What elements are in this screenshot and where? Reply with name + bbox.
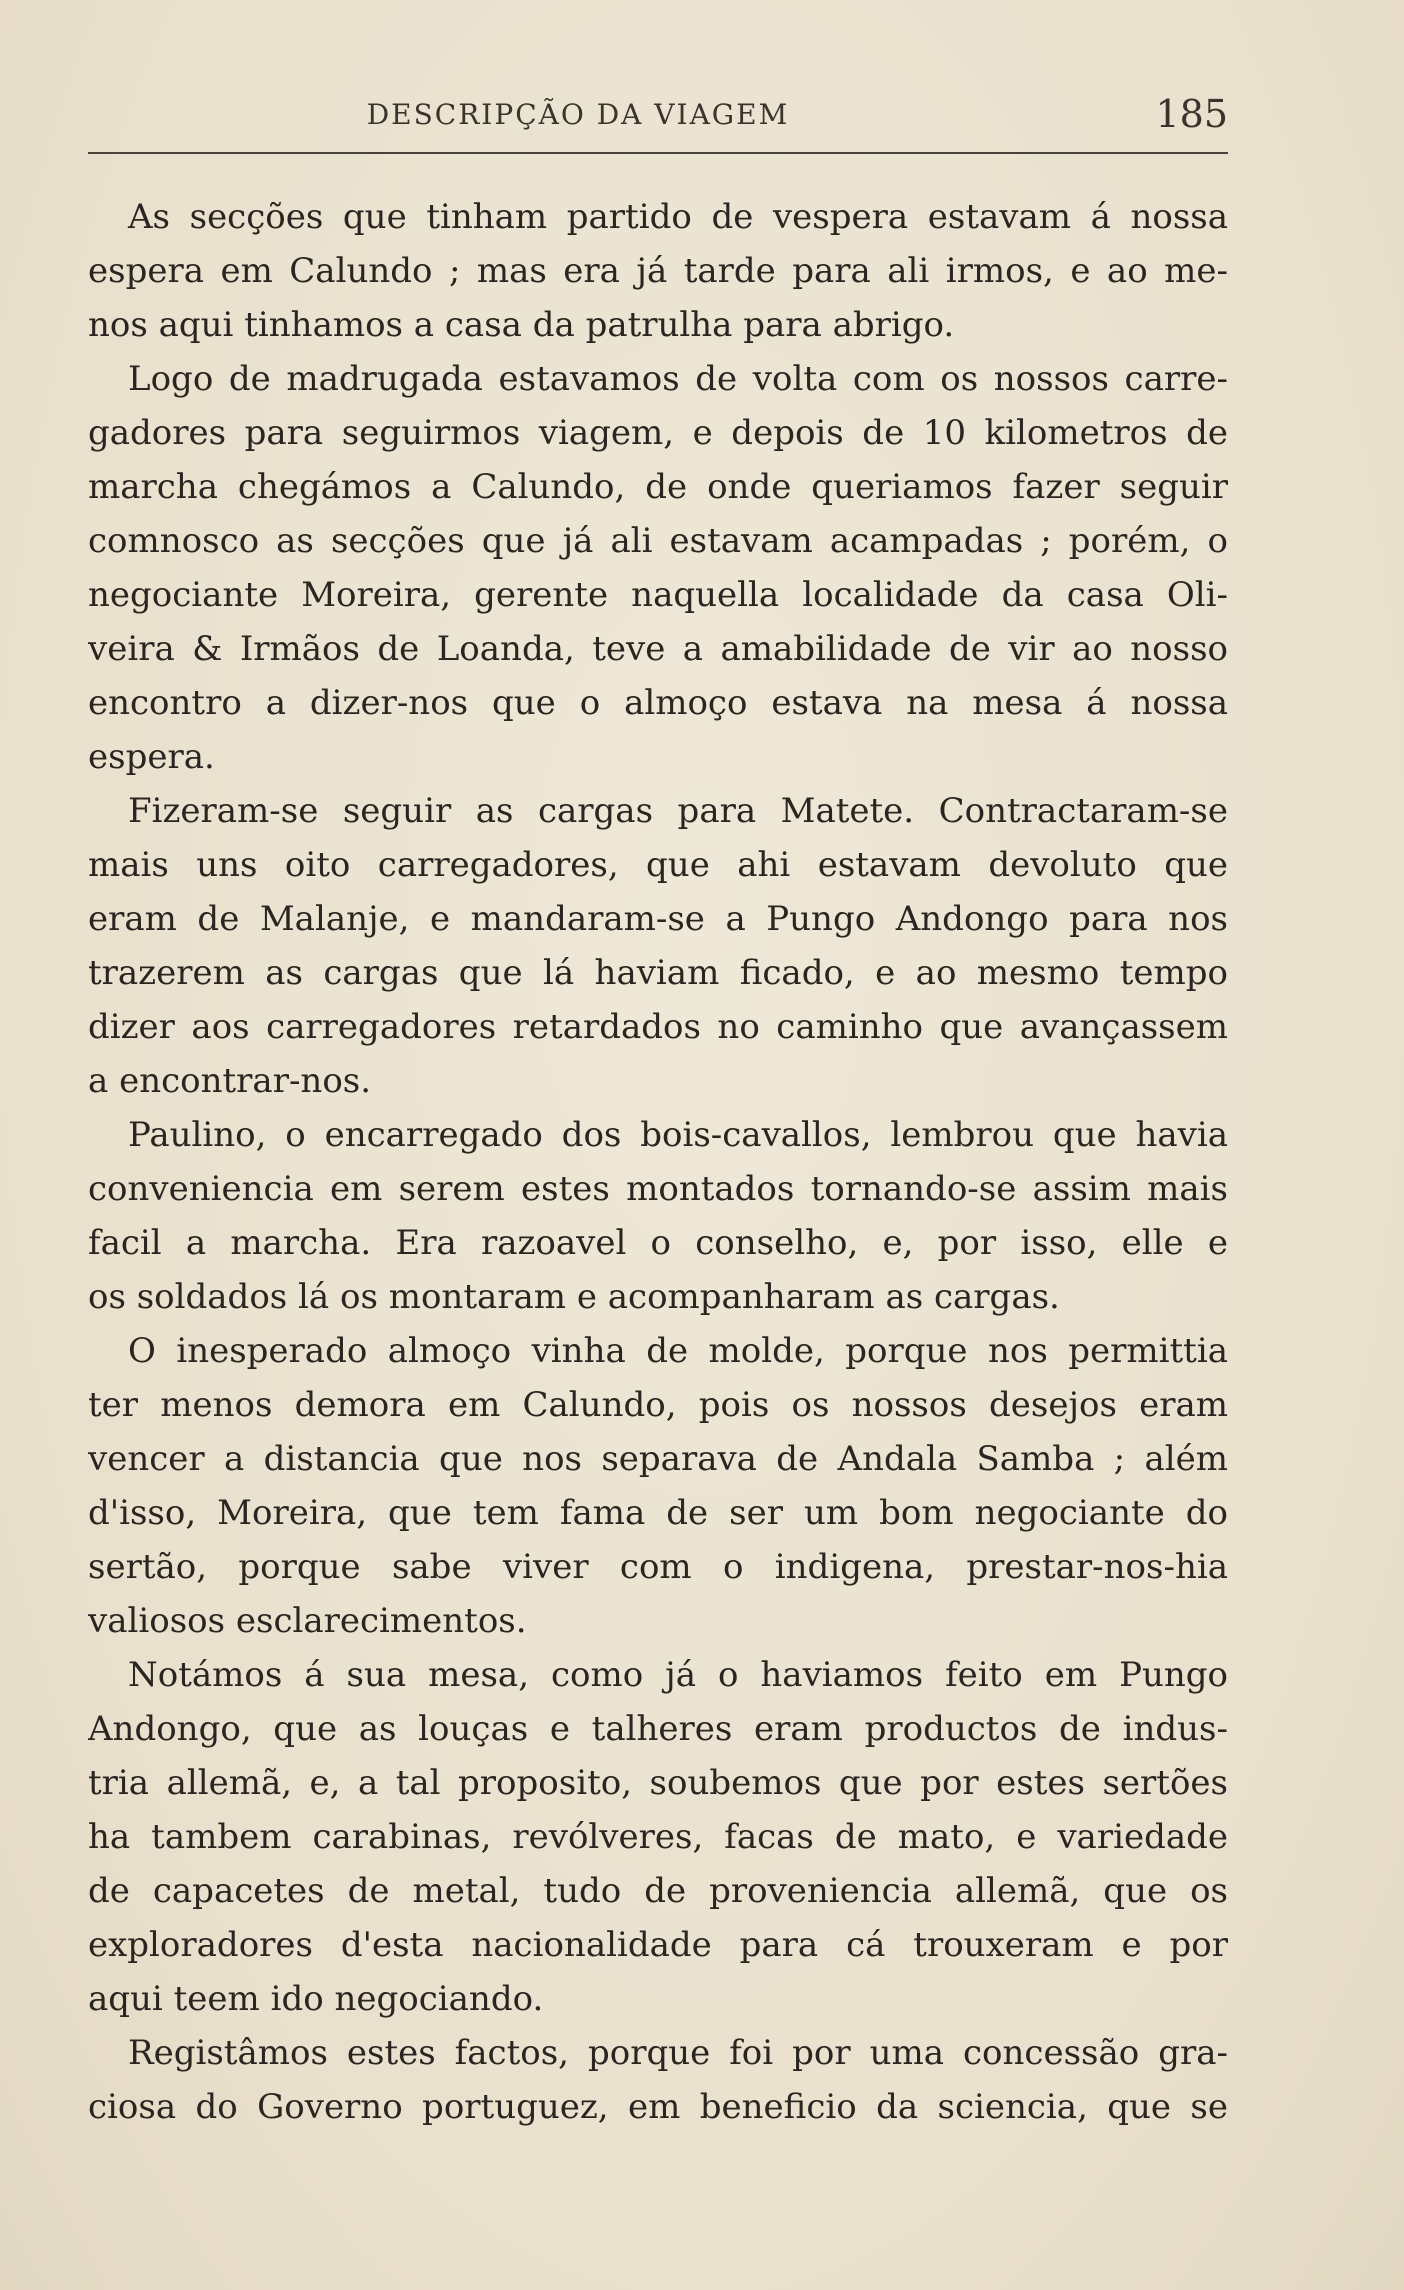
- text-line: negociante Moreira, gerente naquella localidade da casa Oli-: [88, 575, 1228, 615]
- text-line: Logo de madrugada estavamos de volta com os nossos carre-: [128, 359, 1228, 399]
- text-line: marcha chegámos a Calundo, de onde queriamos fazer seguir: [88, 467, 1228, 507]
- text-line: conveniencia em serem estes montados tornando-se assim mais: [88, 1169, 1228, 1209]
- text-line: comnosco as secções que já ali estavam acampadas ; porém, o: [88, 521, 1228, 561]
- body-text: [88, 190, 1228, 2134]
- text-line: O inesperado almoço vinha de molde, porque nos permittia: [128, 1331, 1228, 1371]
- header-rule: [88, 152, 1228, 154]
- text-line: Andongo, que as louças e talheres eram productos de indus-: [88, 1709, 1228, 1749]
- text-line: ter menos demora em Calundo, pois os nossos desejos eram: [88, 1385, 1228, 1425]
- text-line: Notámos á sua mesa, como já o haviamos feito em Pungo: [128, 1655, 1228, 1695]
- running-head: [88, 92, 1228, 142]
- text-line: tria allemã, e, a tal proposito, soubemos que por estes sertões: [88, 1763, 1228, 1803]
- text-line: sertão, porque sabe viver com o indigena, prestar-nos-hia: [88, 1547, 1228, 1587]
- text-line: encontro a dizer-nos que o almoço estava na mesa á nossa: [88, 683, 1228, 723]
- text-line: a encontrar-nos.: [88, 1061, 372, 1101]
- text-line: facil a marcha. Era razoavel o conselho, e, por isso, elle e: [88, 1223, 1228, 1263]
- text-line: Paulino, o encarregado dos bois-cavallos, lembrou que havia: [128, 1115, 1228, 1155]
- text-line: vencer a distancia que nos separava de Andala Samba ; além: [88, 1439, 1228, 1479]
- text-line: de capacetes de metal, tudo de proveniencia allemã, que os: [88, 1871, 1228, 1911]
- text-line: d'isso, Moreira, que tem fama de ser um bom negociante do: [88, 1493, 1228, 1533]
- text-line: nos aqui tinhamos a casa da patrulha para abrigo.: [88, 305, 955, 345]
- text-line: mais uns oito carregadores, que ahi estavam devoluto que: [88, 845, 1228, 885]
- text-line: aqui teem ido negociando.: [88, 1979, 544, 2019]
- text-line: os soldados lá os montaram e acompanharam as cargas.: [88, 1277, 1060, 1317]
- text-line: trazerem as cargas que lá haviam ficado, e ao mesmo tempo: [88, 953, 1228, 993]
- text-line: espera.: [88, 737, 215, 777]
- text-line: eram de Malanje, e mandaram-se a Pungo Andongo para nos: [88, 899, 1228, 939]
- text-line: ha tambem carabinas, revólveres, facas de mato, e variedade: [88, 1817, 1228, 1857]
- text-line: ciosa do Governo portuguez, em beneficio da sciencia, que se: [88, 2087, 1228, 2127]
- page-number: 185: [1155, 92, 1228, 136]
- text-line: gadores para seguirmos viagem, e depois de 10 kilometros de: [88, 413, 1228, 453]
- running-title: DESCRIPÇÃO DA VIAGEM: [366, 98, 790, 131]
- text-line: Fizeram-se seguir as cargas para Matete. Contractaram-se: [128, 791, 1228, 831]
- text-line: valiosos esclarecimentos.: [88, 1601, 527, 1641]
- text-line: Registâmos estes factos, porque foi por uma concessão gra-: [128, 2033, 1228, 2073]
- text-line: veira & Irmãos de Loanda, teve a amabilidade de vir ao nosso: [88, 629, 1228, 669]
- text-line: espera em Calundo ; mas era já tarde para ali irmos, e ao me-: [88, 251, 1228, 291]
- text-line: As secções que tinham partido de vespera estavam á nossa: [128, 197, 1228, 237]
- text-line: dizer aos carregadores retardados no caminho que avançassem: [88, 1007, 1228, 1047]
- text-line: exploradores d'esta nacionalidade para cá trouxeram e por: [88, 1925, 1228, 1965]
